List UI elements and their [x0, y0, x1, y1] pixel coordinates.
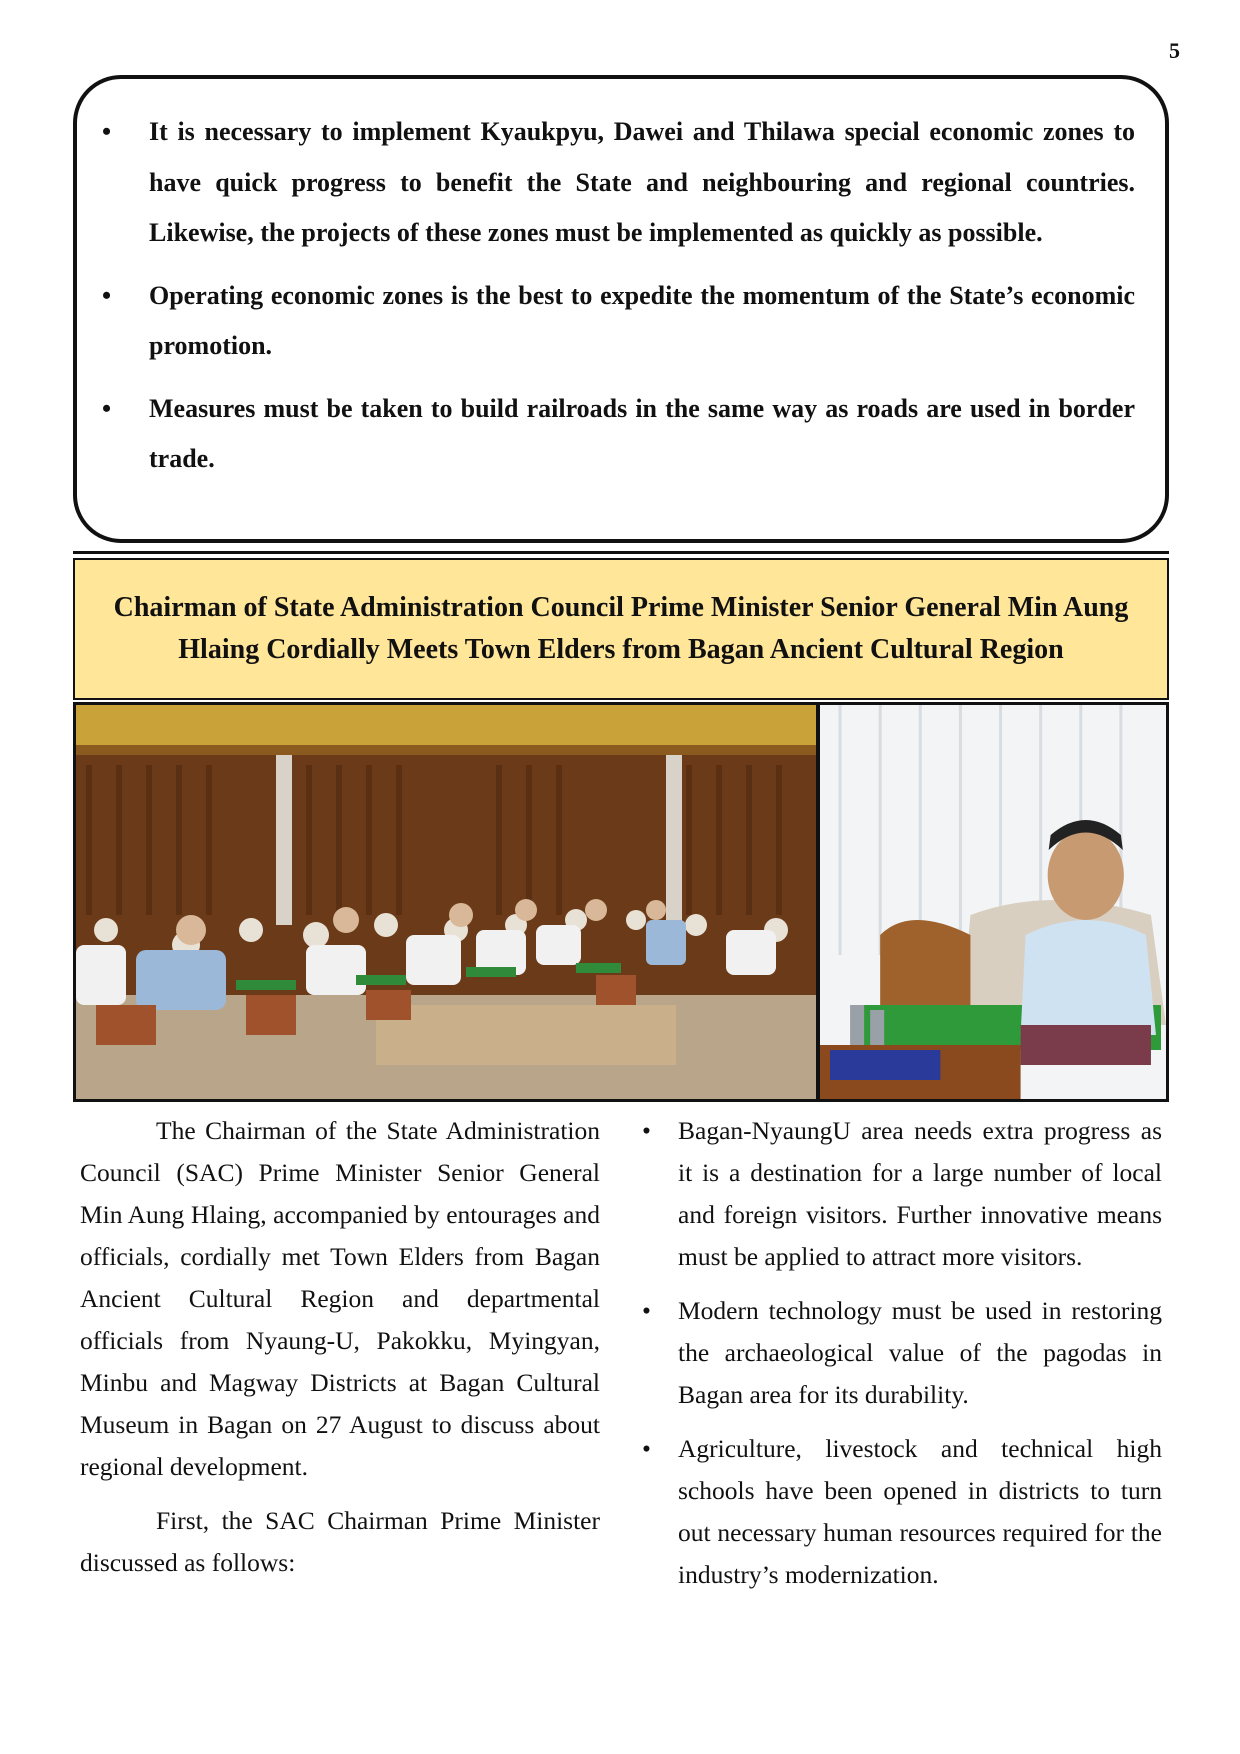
section-divider	[73, 551, 1169, 554]
article-left-column	[80, 1110, 600, 1596]
discussion-points-list	[642, 1110, 1162, 1596]
photo-strip	[73, 702, 1169, 1102]
chairman-photo	[820, 705, 1166, 1099]
meeting-hall-photo	[76, 705, 816, 1099]
article-paragraph: The Chairman of the State Administration Council (SAC) Prime Minister Senior General Min Aung Hlaing, accompanied by entourages and officials, cordially met Town Elders from Bagan Ancient Cultural Region and departmental officials from Nyaung-U, Pakokku, Myingyan, Minbu and Magway Districts at Bagan Cultural Museum in Bagan on 27 August to discuss about regional development.	[80, 1116, 600, 1481]
discussion-point: • Modern technology must be used in restoring the archaeological value of the pagodas in Bagan area for its durability.	[642, 1290, 1162, 1416]
key-point-item: • Measures must be taken to build railroads in the same way as roads are used in border trade.	[139, 384, 1135, 485]
article-paragraph: First, the SAC Chairman Prime Minister discussed as follows:	[80, 1506, 600, 1577]
page-number: 5	[1169, 38, 1180, 63]
key-points-box	[73, 75, 1169, 543]
key-point-item: • Operating economic zones is the best to expedite the momentum of the State’s economic promotion.	[139, 271, 1135, 372]
key-points-list	[139, 107, 1135, 485]
article-right-column	[642, 1110, 1162, 1608]
key-point-item: • It is necessary to implement Kyaukpyu, Dawei and Thilawa special economic zones to have quick progress to benefit the State and neighbouring and regional countries. Likewise, the projects of these zones must be implemented as quickly as possible.	[139, 107, 1135, 259]
article-headline: Chairman of State Administration Council Prime Minister Senior General Min Aung Hlaing Cordially Meets Town Elders from Bagan Ancient Cultural Region	[73, 558, 1169, 700]
discussion-point: • Bagan-NyaungU area needs extra progress as it is a destination for a large number of local and foreign visitors. Further innovative means must be applied to attract more visitors.	[642, 1110, 1162, 1278]
discussion-point: • Agriculture, livestock and technical high schools have been opened in districts to turn out necessary human resources required for the industry’s modernization.	[642, 1428, 1162, 1596]
